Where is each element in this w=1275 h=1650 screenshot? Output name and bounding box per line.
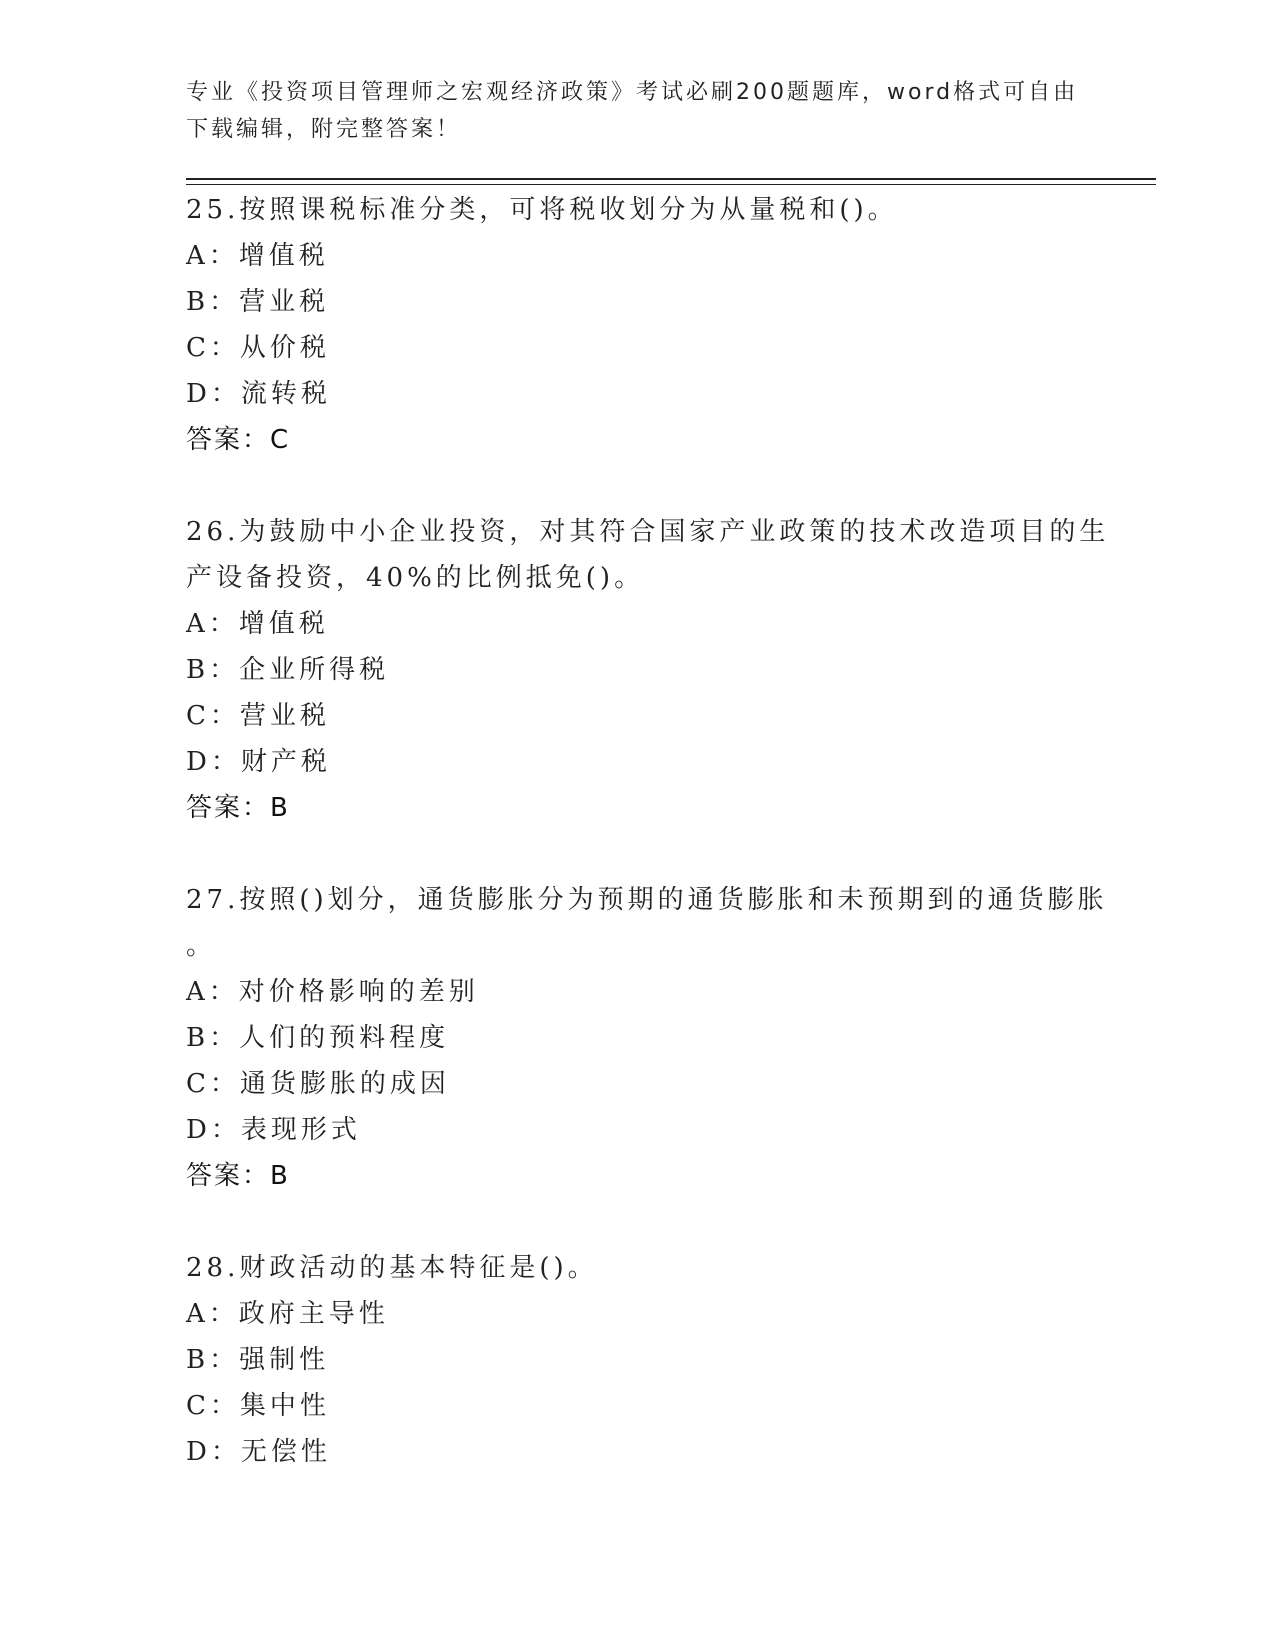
- question-stem-continued: 。: [186, 931, 217, 961]
- question-list: [186, 187, 1110, 1521]
- option-b: B：人们的预料程度: [186, 1023, 450, 1053]
- header-divider: [186, 178, 1156, 185]
- question-stem-continued: 产设备投资，40%的比例抵免()。: [186, 563, 645, 593]
- option-c: C：从价税: [186, 333, 330, 363]
- answer-line: 答案：B: [186, 793, 290, 823]
- option-b: B：强制性: [186, 1345, 330, 1375]
- option-d: D：流转税: [186, 379, 331, 409]
- question-stem: 27.按照()划分，通货膨胀分为预期的通货膨胀和未预期到的通货膨胀: [186, 885, 1108, 915]
- option-c: C：营业税: [186, 701, 330, 731]
- question-stem: 26.为鼓励中小企业投资，对其符合国家产业政策的技术改造项目的生: [186, 517, 1110, 547]
- option-d: D：无偿性: [186, 1437, 331, 1467]
- option-a: A：增值税: [186, 609, 329, 639]
- option-a: A：对价格影响的差别: [186, 977, 479, 1007]
- answer-line: 答案：C: [186, 425, 291, 455]
- option-b: B：企业所得税: [186, 655, 390, 685]
- question-stem: 25.按照课税标准分类，可将税收划分为从量税和()。: [186, 195, 898, 225]
- question-25: [186, 187, 1086, 463]
- option-d: D：表现形式: [186, 1115, 361, 1145]
- option-c: C：通货膨胀的成因: [186, 1069, 450, 1099]
- question-28: [186, 1245, 1086, 1475]
- option-c: C：集中性: [186, 1391, 330, 1421]
- answer-line: 答案：B: [186, 1161, 290, 1191]
- header-line-1: 专业《投资项目管理师之宏观经济政策》考试必刷200题题库，word格式可自由: [186, 80, 1079, 105]
- header-line-2: 下载编辑，附完整答案！: [186, 117, 462, 142]
- option-d: D：财产税: [186, 747, 331, 777]
- question-stem: 28.财政活动的基本特征是()。: [186, 1253, 598, 1283]
- option-b: B：营业税: [186, 287, 330, 317]
- document-header: [186, 74, 1086, 148]
- option-a: A：增值税: [186, 241, 329, 271]
- question-26: [186, 509, 1110, 831]
- question-27: [186, 877, 1108, 1199]
- option-a: A：政府主导性: [186, 1299, 389, 1329]
